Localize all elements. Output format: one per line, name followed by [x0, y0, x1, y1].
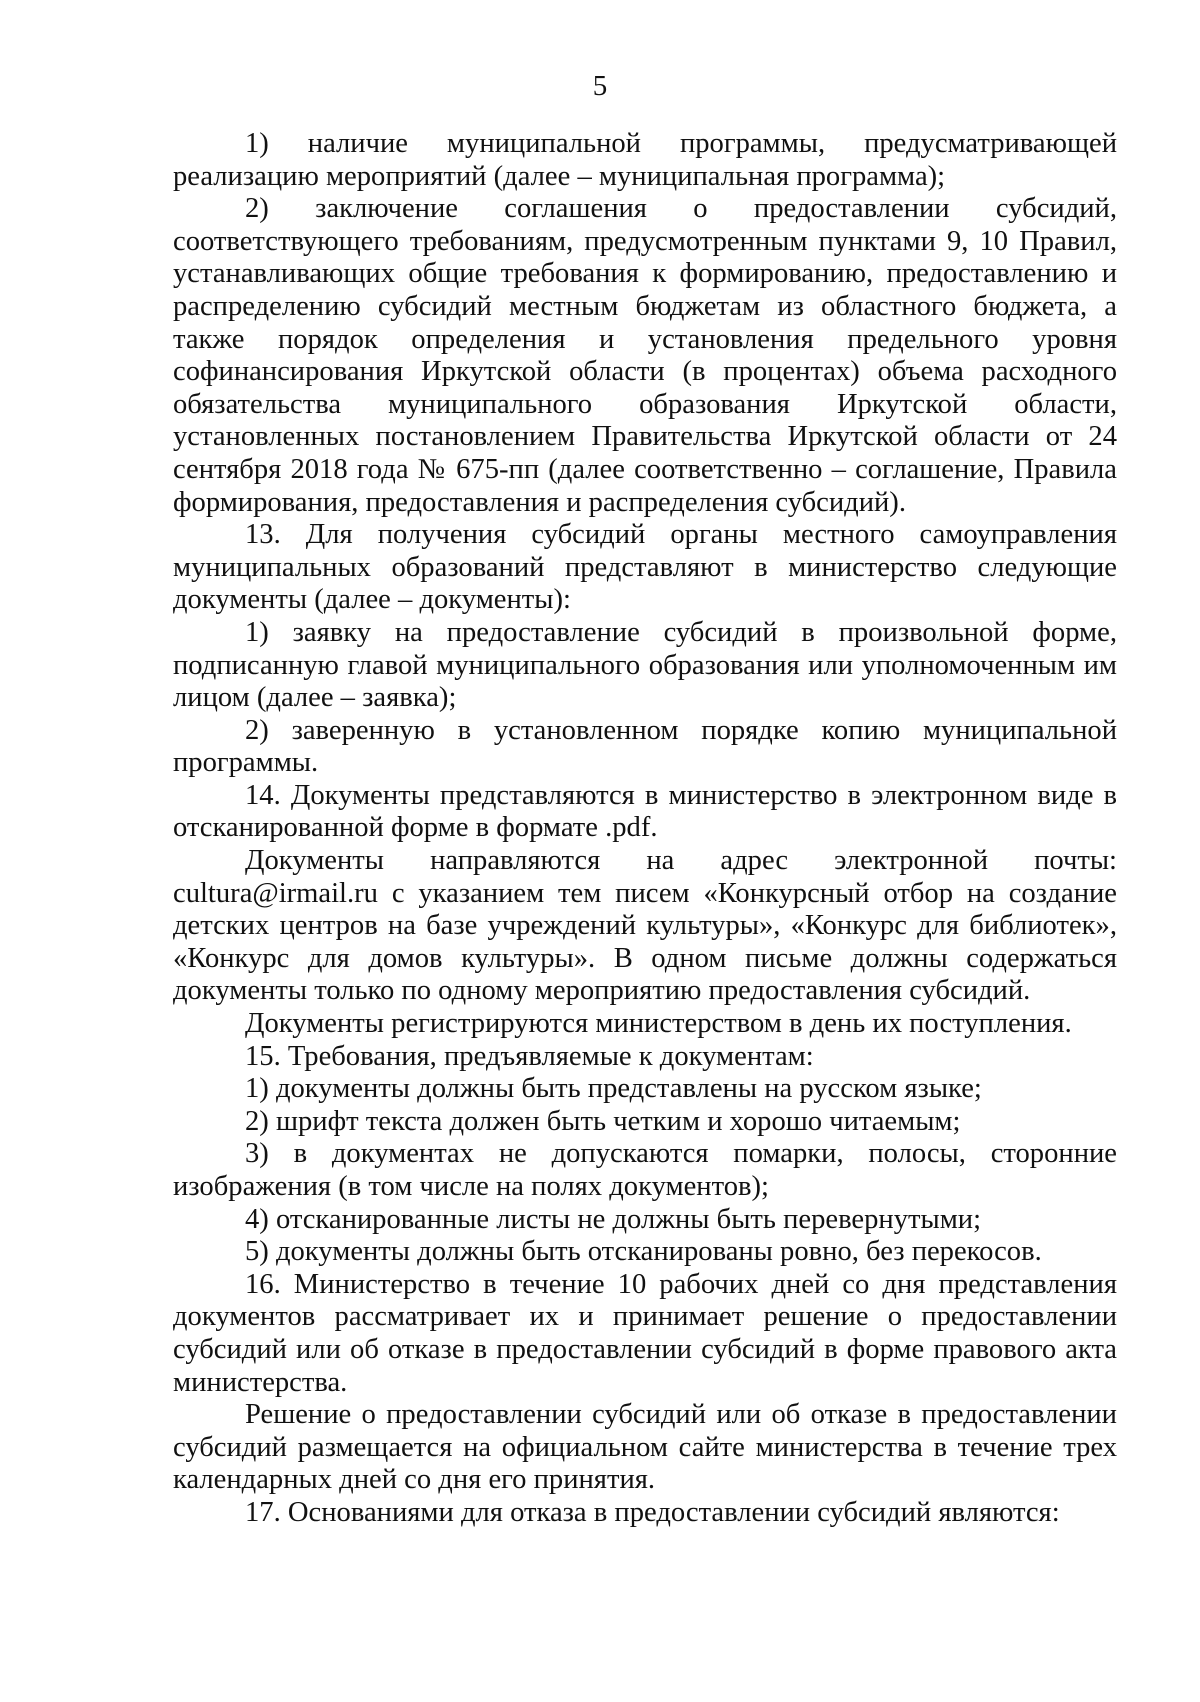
paragraph-14-electronic-form: 14. Документы представляются в министерство в электронном виде в отсканированной форме в формате .pdf. [173, 779, 1117, 844]
requirement-no-skew: 5) документы должны быть отсканированы ровно, без перекосов. [245, 1236, 1042, 1268]
paragraph-15-requirements: 15. Требования, предъявляемые к документам: [245, 1040, 814, 1072]
paragraph-13-documents-submission: 13. Для получения субсидий органы местного самоуправления муниципальных образований представляют в министерство следующие документы (далее – документы): [173, 519, 1117, 616]
requirement-font: 2) шрифт текста должен быть четким и хорошо читаемым; [245, 1105, 961, 1137]
paragraph-municipal-program: 1) наличие муниципальной программы, предусматривающей реализацию мероприятий (далее – муниципальная программа); [173, 128, 1117, 192]
paragraph-program-copy: 2) заверенную в установленном порядке копию муниципальной программы. [173, 714, 1117, 779]
paragraph-17-refusal-grounds: 17. Основаниями для отказа в предоставлении субсидий являются: [245, 1496, 1060, 1528]
page-number: 5 [592, 70, 608, 102]
requirement-not-inverted: 4) отсканированные листы не должны быть перевернутыми; [245, 1203, 982, 1235]
paragraph-decision-publication: Решение о предоставлении субсидий или об отказе в предоставлении субсидий размещается на официальном сайте министерства в течение трех календарных дней со дня его принятия. [173, 1399, 1117, 1496]
paragraph-email-address: Документы направляются на адрес электронной почты: cultura@irmail.ru с указанием тем писем «Конкурсный отбор на создание детских центров на базе учреждений культуры», «Конкурс для библиотек», «Конкурс для домов культуры». В одном письме должны содержаться документы только по одному мероприятию предоставления субсидий. [173, 845, 1117, 1007]
paragraph-16-decision: 16. Министерство в течение 10 рабочих дней со дня представления документов рассматривает их и принимает решение о предоставлении субсидий или об отказе в предоставлении субсидий в форме правового акта министерства. [173, 1268, 1117, 1398]
document-body [173, 128, 1117, 1530]
requirement-language: 1) документы должны быть представлены на русском языке; [245, 1073, 982, 1105]
paragraph-agreement-conclusion: 2) заключение соглашения о предоставлении субсидий, соответствующего требованиям, предусмотренным пунктами 9, 10 Правил, устанавливающих общие требования к формированию, предоставлению и распределению субсидий местным бюджетам из областного бюджета, а также порядок определения и установления предельного уровня софинансирования Иркутской области (в процентах) объема расходного обязательства муниципального образования Иркутской области, установленных постановлением Правительства Иркутской области от 24 сентября 2018 года № 675-пп (далее соответственно – соглашение, Правила формирования, предоставления и распределения субсидий). [173, 193, 1117, 518]
requirement-no-marks: 3) в документах не допускаются помарки, полосы, сторонние изображения (в том числе на полях документов); [173, 1138, 1117, 1202]
paragraph-application: 1) заявку на предоставление субсидий в произвольной форме, подписанную главой муниципального образования или уполномоченным им лицом (далее – заявка); [173, 616, 1117, 714]
paragraph-registration: Документы регистрируются министерством в день их поступления. [245, 1008, 1072, 1040]
